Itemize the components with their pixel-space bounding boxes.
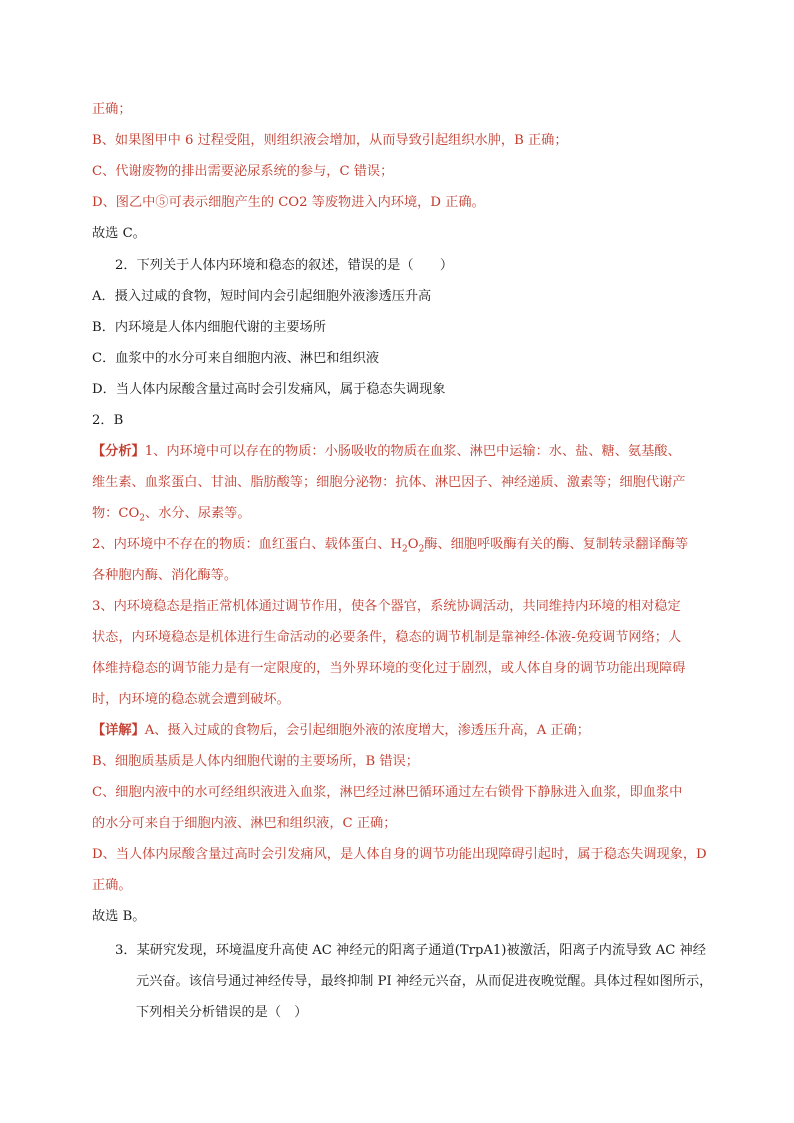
question-2-option-a: A．摄入过咸的食物，短时间内会引起细胞外液渗透压升高 <box>92 289 432 304</box>
analysis-point-3-line-2: 状态，内环境稳态是机体进行生命活动的必要条件，稳态的调节机制是靠神经-体液-免疫调节网络；人 <box>92 630 682 645</box>
prev-answer-line-1: 正确； <box>92 102 132 117</box>
subscript: 2 <box>402 544 408 555</box>
question-2-answer: 2．B <box>92 413 124 428</box>
detail-option-d-line-1: D、当人体内尿酸含量过高时会引发痛风，是人体自身的调节功能出现障碍引起时，属于稳态失调现象，D <box>92 847 707 862</box>
analysis-point-3-line-3: 体维持稳态的调节能力是有一定限度的，当外界环境的变化过于剧烈，或人体自身的调节功能出现障碍 <box>92 661 686 676</box>
detail-option-b: B、细胞质基质是人体内细胞代谢的主要场所，B 错误； <box>92 754 419 769</box>
detail-tag: 【详解】 <box>92 723 145 738</box>
detail-text: A、摄入过咸的食物后，会引起细胞外液的浓度增大，渗透压升高，A 正确； <box>144 723 590 738</box>
question-3-stem-line-2: 元兴奋。该信号通过神经传导，最终抑制 PI 神经元兴奋，从而促进夜晚觉醒。具体过程如图所示， <box>136 974 713 989</box>
analysis-text: O <box>407 537 419 552</box>
prev-answer-option-d: D、图乙中⑤可表示细胞产生的 CO2 等废物进入内环境，D 正确。 <box>92 195 485 210</box>
detail-option-d-line-2: 正确。 <box>92 878 132 893</box>
analysis-point-1-line-2: 维生素、血浆蛋白、甘油、脂肪酸等；细胞分泌物：抗体、淋巴因子、神经递质、激素等；细胞代谢产 <box>92 475 686 490</box>
question-2-option-c: C．血浆中的水分可来自细胞内液、淋巴和组织液 <box>92 351 380 366</box>
detail-option-c-line-1: C、细胞内液中的水可经组织液进入血浆，淋巴经过淋巴循环通过左右锁骨下静脉进入血浆，即血浆中 <box>92 785 683 800</box>
question-2-stem: 2．下列关于人体内环境和稳态的叙述，错误的是（ ） <box>115 258 454 273</box>
question-2-option-d: D．当人体内尿酸含量过高时会引发痛风，属于稳态失调现象 <box>92 382 446 397</box>
subscript: 2 <box>139 513 146 524</box>
prev-answer-option-c: C、代谢废物的排出需要泌尿系统的参与，C 错误； <box>92 164 394 179</box>
question-3-stem-line-1: 3．某研究发现，环境温度升高使 AC 神经元的阳离子通道(TrpA1)被激活，阳离子内流导致 AC 神经 <box>115 943 706 958</box>
question-2-option-b: B．内环境是人体内细胞代谢的主要场所 <box>92 320 326 335</box>
analysis-point-2-line-2: 各种胞内酶、消化酶等。 <box>92 568 238 583</box>
analysis-text: 、水分、尿素等。 <box>145 506 251 521</box>
detail-option-a <box>92 722 590 740</box>
prev-conclusion: 故选 C。 <box>92 226 146 241</box>
analysis-text: 1、内环境中可以存在的物质：小肠吸收的物质在血浆、淋巴中运输：水、盐、糖、氨基酸、 <box>144 444 681 459</box>
question-3-stem-line-3: 下列相关分析错误的是（ ） <box>136 1005 308 1020</box>
analysis-point-3-line-4: 时，内环境的稳态就会遭到破坏。 <box>92 692 290 707</box>
detail-conclusion: 故选 B。 <box>92 909 146 924</box>
analysis-point-1-line-1 <box>92 443 681 461</box>
analysis-tag: 【分析】 <box>92 444 145 459</box>
analysis-point-2-line-1 <box>92 536 688 559</box>
analysis-text: 酶、细胞呼吸酶有关的酶、复制转录翻译酶等 <box>424 537 689 552</box>
detail-option-c-line-2: 的水分可来自于细胞内液、淋巴和组织液，C 正确； <box>92 816 397 831</box>
analysis-text: 物：CO <box>92 506 140 521</box>
analysis-point-3-line-1: 3、内环境稳态是指正常机体通过调节作用，使各个器官，系统协调活动，共同维持内环境的相对稳定 <box>92 599 681 614</box>
prev-answer-option-b: B、如果图甲中 6 过程受阻，则组织液会增加，从而导致引起组织水肿，B 正确； <box>92 133 568 148</box>
subscript: 2 <box>418 544 425 555</box>
analysis-point-1-line-3 <box>92 505 251 528</box>
analysis-text: 2、内环境中不存在的物质：血红蛋白、载体蛋白、H <box>92 537 403 552</box>
